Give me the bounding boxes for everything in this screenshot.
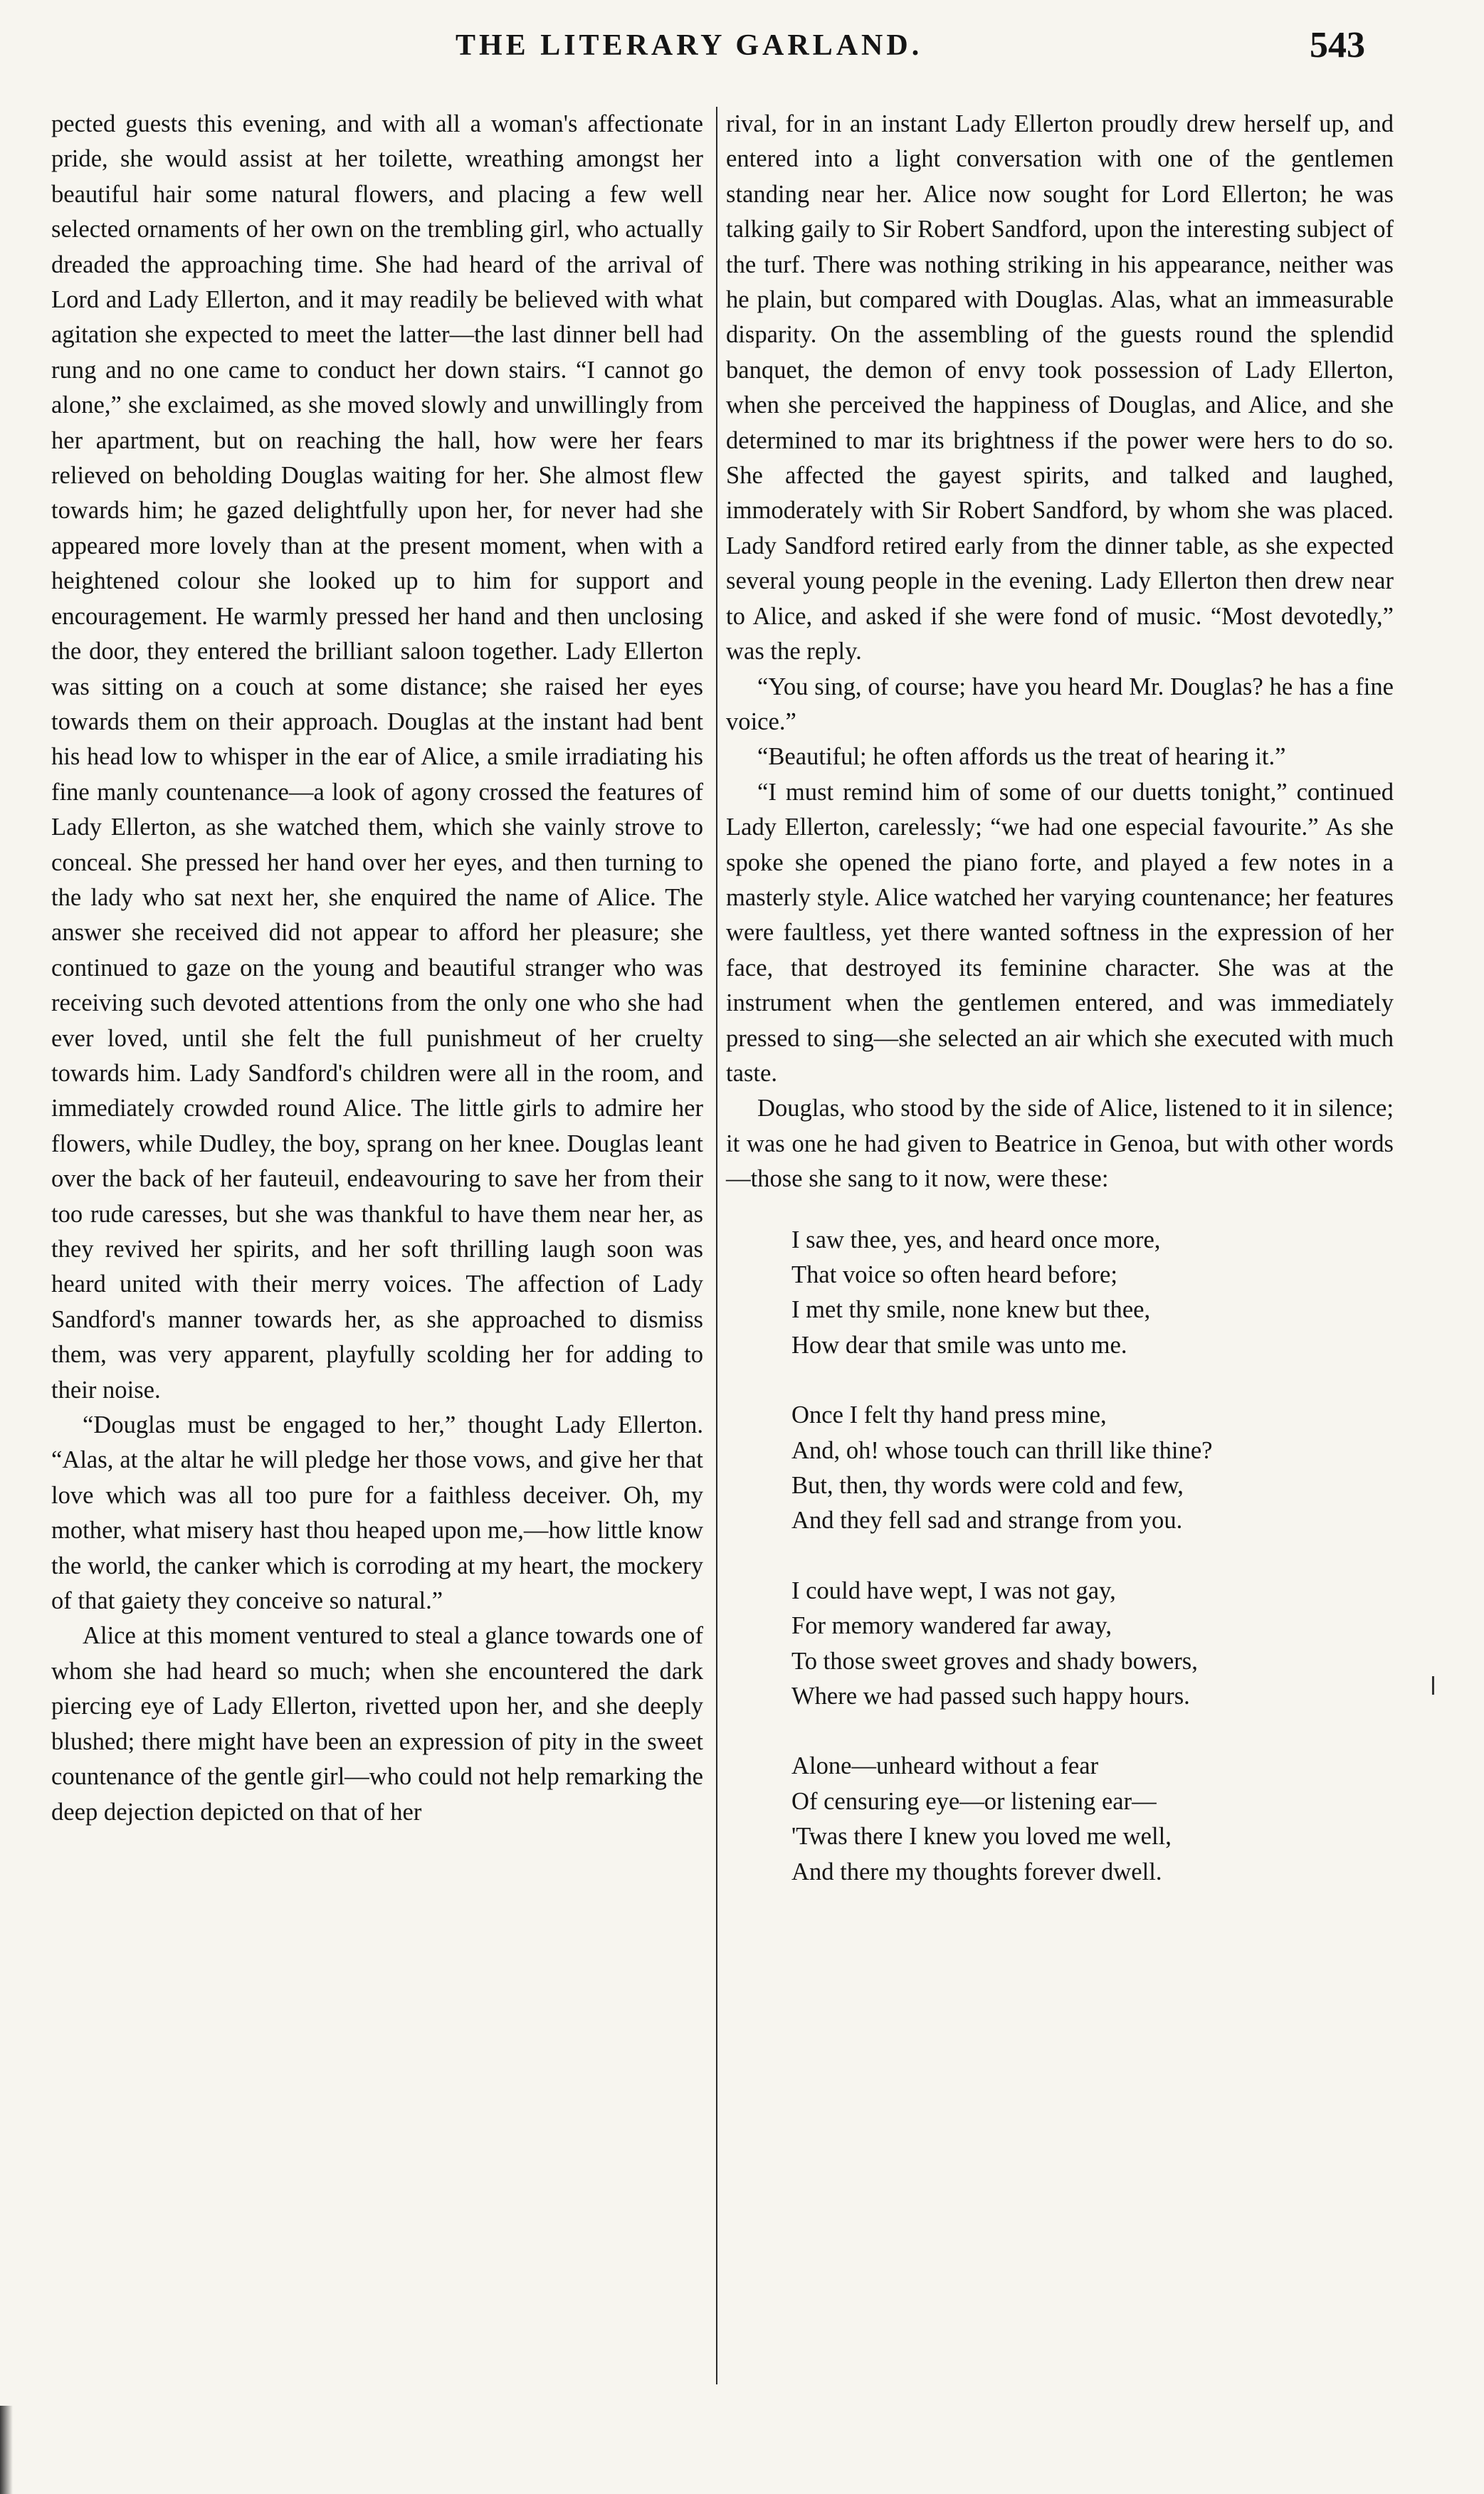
paragraph: pected guests this evening, and with all a woman's affectionate pride, she would assist at her toilette, wreathing amongst her beautiful hair some natural flowers, and placing a few well selected ornaments of her own on the trembling girl, who actually dreaded the approaching time. She had heard of the arrival of Lord and Lady Ellerton, and it may readily be believed with what agitation she expected to meet the latter—the last dinner bell had rung and no one came to conduct her down stairs. “I cannot go alone,” she exclaimed, as she moved slowly and unwillingly from her apartment, but on reaching the hall, how were her fears relieved on beholding Douglas waiting for her. She almost flew towards him; he gazed delightfully upon her, for never had she appeared more lovely than at the present moment, when with a heightened colour she looked up to him for support and encouragement. He warmly pressed her hand and then unclosing the door, they entered the brilliant saloon together. Lady Ellerton was sitting on a couch at some distance; she raised her eyes towards them on their approach. Douglas at the instant had bent his head low to whisper in the ear of Alice, a smile irradiating his fine manly countenance—a look of agony crossed the features of Lady Ellerton, as she watched them, which she vainly strove to conceal. She pressed her hand over her eyes, and then turning to the lady who sat next her, she enquired the name of Alice. The answer she received did not appear to afford her pleasure; she continued to gaze on the young and beautiful stranger who was receiving such devoted attentions from the only one who she had ever loved, until she felt the full punishmeut of her cruelty towards him. Lady Sandford's children were all in the room, and immediately crowded round Alice. The little girls to admire her flowers, while Dudley, the boy, sprang on her knee. Douglas leant over the back of her fauteuil, endeavouring to save her from their too rude caresses, but she was thankful to have them near her, as they revived her spirits, and her soft thrilling laugh soon was heard united with their merry voices. The affection of Lady Sandford's manner towards her, as she approached to dismiss them, was very apparent, playfully scolding her for adding to their noise. bbox=[51, 110, 703, 1404]
paragraph: “I must remind him of some of our duetts tonight,” continued Lady Ellerton, carelessly; “we had one especial favourite.” As she spoke she opened the piano forte, and played a few notes in a masterly style. Alice watched her varying countenance; her features were faultless, yet there wanted softness in the expression of her face, that destroyed its feminine character. She was at the instrument when the gentlemen entered, and was immediately pressed to sing—she selected an air which she executed with much taste. bbox=[726, 778, 1394, 1087]
left-column bbox=[51, 107, 703, 1830]
poem-line: I met thy smile, none knew but thee, bbox=[791, 1296, 1151, 1324]
paragraph: rival, for in an instant Lady Ellerton proudly drew herself up, and entered into a light conversation with one of the gentlemen standing near her. Alice now sought for Lord Ellerton; he was talking gaily to Sir Robert Sandford, upon the interesting subject of the turf. There was nothing striking in his appearance, neither was he plain, but compared with Douglas. Alas, what an immeasurable disparity. On the assembling of the guests round the splendid banquet, the demon of envy took possession of Lady Ellerton, when she perceived the happiness of Douglas, and Alice, and she determined to mar its brightness if the power were hers to do so. She affected the gayest spirits, and talked and laughed, immoderately with Sir Robert Sandford, by whom she was placed. Lady Sandford retired early from the dinner table, as she expected several young people in the evening. Lady Ellerton then drew near to Alice, and asked if she were fond of music. “Most devotedly,” was the reply. bbox=[726, 110, 1394, 665]
poem-line: I saw thee, yes, and heard once more, bbox=[791, 1226, 1161, 1253]
poem-line: How dear that smile was unto me. bbox=[791, 1331, 1127, 1359]
poem-line: 'Twas there I knew you loved me well, bbox=[791, 1823, 1172, 1851]
poem bbox=[791, 1223, 1394, 1890]
poem-stanza bbox=[791, 1749, 1394, 1890]
poem-line: That voice so often heard before; bbox=[791, 1261, 1117, 1288]
poem-line: Alone—unheard without a fear bbox=[791, 1752, 1099, 1780]
poem-line: To those sweet groves and shady bowers, bbox=[791, 1647, 1198, 1675]
paragraph: “Beautiful; he often affords us the treat of hearing it.” bbox=[757, 743, 1286, 771]
page-header bbox=[0, 25, 1484, 85]
poem-line: And there my thoughts forever dwell. bbox=[791, 1858, 1162, 1885]
poem-line: Where we had passed such happy hours. bbox=[791, 1683, 1190, 1710]
paragraph: Alice at this moment ventured to steal a glance towards one of whom she had heard so much; when she encountered the dark piercing eye of Lady Ellerton, rivetted upon her, and she deeply blushed; there might have been an expression of pity in the sweet countenance of the gentle girl—who could not help remarking the deep dejection depicted on that of her bbox=[51, 1622, 703, 1826]
poem-stanza bbox=[791, 1223, 1394, 1364]
poem-line: Of censuring eye—or listening ear— bbox=[791, 1787, 1157, 1815]
page-number: 543 bbox=[1310, 25, 1365, 65]
binding-edge bbox=[0, 2406, 13, 2494]
poem-stanza bbox=[791, 1574, 1394, 1715]
poem-line: And they fell sad and strange from you. bbox=[791, 1507, 1183, 1535]
right-column bbox=[726, 107, 1394, 1925]
running-title: THE LITERARY GARLAND. bbox=[456, 29, 923, 62]
paragraph: “Douglas must be engaged to her,” thought Lady Ellerton. “Alas, at the altar he will pledge her those vows, and give her that love which was all too pure for a faithless deceiver. Oh, my mother, what misery hast thou heaped upon me,—how little know the world, the canker which is corroding at my heart, the mockery of that gaiety they conceive so natural.” bbox=[51, 1411, 703, 1615]
paragraph: Douglas, who stood by the side of Alice, listened to it in silence; it was one he had given to Beatrice in Genoa, but with other words—those she sang to it now, were these: bbox=[726, 1095, 1394, 1193]
poem-line: But, then, thy words were cold and few, bbox=[791, 1472, 1184, 1500]
paragraph: “You sing, of course; have you heard Mr. Douglas? he has a fine voice.” bbox=[726, 673, 1394, 735]
poem-line: I could have wept, I was not gay, bbox=[791, 1577, 1116, 1604]
poem-line: For memory wandered far away, bbox=[791, 1612, 1112, 1640]
margin-mark bbox=[1432, 1676, 1434, 1695]
poem-line: Once I felt thy hand press mine, bbox=[791, 1401, 1107, 1429]
column-divider bbox=[716, 107, 717, 2384]
poem-stanza bbox=[791, 1398, 1394, 1539]
poem-line: And, oh! whose touch can thrill like thine? bbox=[791, 1436, 1213, 1464]
